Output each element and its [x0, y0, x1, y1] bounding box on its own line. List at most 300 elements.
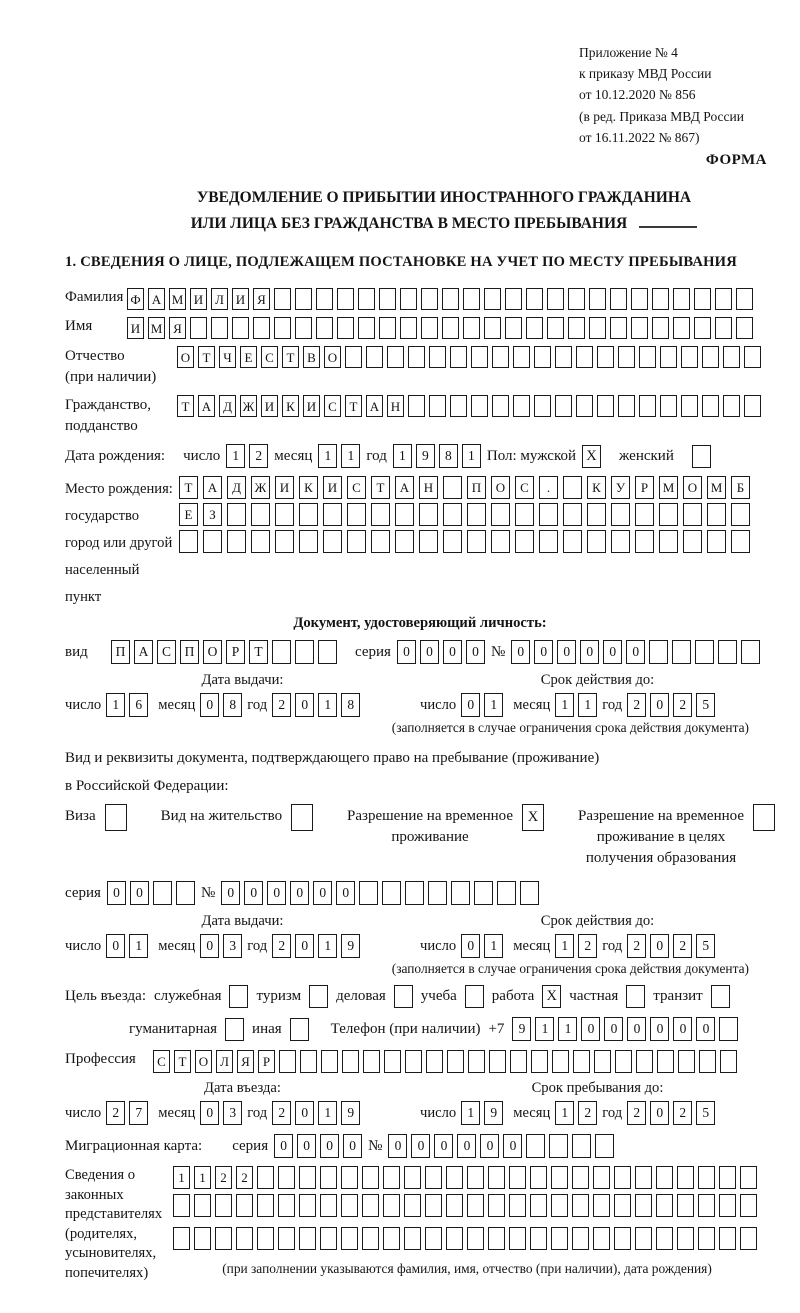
char-box[interactable]: А: [366, 395, 383, 417]
entry-month-boxes[interactable]: [200, 1101, 242, 1125]
purpose-work-checkbox[interactable]: X: [542, 985, 561, 1008]
char-box[interactable]: [539, 530, 558, 553]
char-box[interactable]: [236, 1227, 253, 1250]
char-box[interactable]: 0: [466, 640, 485, 664]
char-box[interactable]: [468, 1050, 485, 1073]
char-box[interactable]: [660, 395, 677, 417]
char-box[interactable]: 0: [461, 934, 480, 958]
char-box[interactable]: [299, 1194, 316, 1217]
char-box[interactable]: [405, 1050, 422, 1073]
char-box[interactable]: [323, 530, 342, 553]
char-box[interactable]: [279, 1050, 296, 1073]
char-box[interactable]: 1: [461, 1101, 480, 1125]
char-box[interactable]: 0: [107, 881, 126, 905]
char-box[interactable]: [395, 530, 414, 553]
char-box[interactable]: [371, 503, 390, 526]
char-box[interactable]: 8: [439, 444, 458, 468]
char-box[interactable]: [257, 1227, 274, 1250]
char-box[interactable]: [358, 317, 375, 339]
char-box[interactable]: .: [539, 476, 558, 499]
char-box[interactable]: Я: [253, 288, 270, 310]
char-box[interactable]: [463, 288, 480, 310]
char-box[interactable]: [484, 288, 501, 310]
char-box[interactable]: [740, 1194, 757, 1217]
char-box[interactable]: 2: [578, 1101, 597, 1125]
char-box[interactable]: [657, 1050, 674, 1073]
char-box[interactable]: 1: [393, 444, 412, 468]
char-box[interactable]: [652, 317, 669, 339]
char-box[interactable]: 8: [223, 693, 242, 717]
char-box[interactable]: [530, 1166, 547, 1189]
char-box[interactable]: [715, 317, 732, 339]
entry-year-boxes[interactable]: [272, 1101, 360, 1125]
char-box[interactable]: 0: [503, 1134, 522, 1158]
char-box[interactable]: [362, 1166, 379, 1189]
char-box[interactable]: [587, 530, 606, 553]
female-checkbox[interactable]: [692, 445, 711, 468]
char-box[interactable]: [652, 288, 669, 310]
char-box[interactable]: С: [261, 346, 278, 368]
char-box[interactable]: [635, 1227, 652, 1250]
char-box[interactable]: Т: [177, 395, 194, 417]
char-box[interactable]: Ф: [127, 288, 144, 310]
char-box[interactable]: [278, 1166, 295, 1189]
char-box[interactable]: 0: [200, 934, 219, 958]
char-box[interactable]: [491, 503, 510, 526]
char-box[interactable]: [474, 881, 493, 905]
char-box[interactable]: [337, 317, 354, 339]
char-box[interactable]: [227, 503, 246, 526]
char-box[interactable]: [383, 1227, 400, 1250]
char-box[interactable]: 0: [580, 640, 599, 664]
char-box[interactable]: [505, 317, 522, 339]
char-box[interactable]: [421, 288, 438, 310]
char-box[interactable]: [563, 476, 582, 499]
char-box[interactable]: [618, 346, 635, 368]
visa-checkbox[interactable]: [105, 804, 127, 831]
char-box[interactable]: [505, 288, 522, 310]
char-box[interactable]: [341, 1166, 358, 1189]
char-box[interactable]: Р: [635, 476, 654, 499]
char-box[interactable]: [718, 640, 737, 664]
char-box[interactable]: [702, 395, 719, 417]
char-box[interactable]: [681, 395, 698, 417]
char-box[interactable]: 9: [484, 1101, 503, 1125]
char-box[interactable]: [215, 1227, 232, 1250]
char-box[interactable]: П: [111, 640, 130, 664]
char-box[interactable]: [405, 881, 424, 905]
char-box[interactable]: [659, 530, 678, 553]
char-box[interactable]: [467, 503, 486, 526]
char-box[interactable]: 2: [673, 1101, 692, 1125]
char-box[interactable]: Т: [198, 346, 215, 368]
char-box[interactable]: 1: [555, 934, 574, 958]
char-box[interactable]: И: [127, 317, 144, 339]
char-box[interactable]: [572, 1227, 589, 1250]
char-box[interactable]: [463, 317, 480, 339]
char-box[interactable]: [639, 346, 656, 368]
char-box[interactable]: 0: [397, 640, 416, 664]
char-box[interactable]: [741, 640, 760, 664]
char-box[interactable]: 0: [295, 693, 314, 717]
char-box[interactable]: [492, 395, 509, 417]
char-box[interactable]: 1: [318, 934, 337, 958]
char-box[interactable]: [274, 317, 291, 339]
char-box[interactable]: [321, 1050, 338, 1073]
char-box[interactable]: Н: [387, 395, 404, 417]
char-box[interactable]: Т: [282, 346, 299, 368]
char-box[interactable]: [520, 881, 539, 905]
char-box[interactable]: П: [467, 476, 486, 499]
stay-until-day-boxes[interactable]: [461, 1101, 503, 1125]
char-box[interactable]: Р: [226, 640, 245, 664]
char-box[interactable]: 9: [416, 444, 435, 468]
char-box[interactable]: 0: [626, 640, 645, 664]
char-box[interactable]: Ж: [251, 476, 270, 499]
residence-expiry-day-boxes[interactable]: [461, 934, 503, 958]
char-box[interactable]: [400, 317, 417, 339]
identity-series-boxes[interactable]: [397, 640, 485, 664]
char-box[interactable]: [295, 640, 314, 664]
char-box[interactable]: [513, 395, 530, 417]
char-box[interactable]: [471, 395, 488, 417]
char-box[interactable]: 0: [420, 640, 439, 664]
char-box[interactable]: Л: [211, 288, 228, 310]
char-box[interactable]: [635, 530, 654, 553]
char-box[interactable]: [467, 1166, 484, 1189]
char-box[interactable]: 8: [341, 693, 360, 717]
char-box[interactable]: [552, 1050, 569, 1073]
char-box[interactable]: [387, 346, 404, 368]
char-box[interactable]: [429, 395, 446, 417]
purpose-tourism-checkbox[interactable]: [309, 985, 328, 1008]
char-box[interactable]: 1: [318, 444, 337, 468]
char-box[interactable]: [404, 1227, 421, 1250]
char-box[interactable]: [551, 1194, 568, 1217]
char-box[interactable]: [572, 1194, 589, 1217]
char-box[interactable]: 1: [318, 693, 337, 717]
char-box[interactable]: [211, 317, 228, 339]
char-box[interactable]: [635, 503, 654, 526]
char-box[interactable]: 2: [272, 1101, 291, 1125]
char-box[interactable]: [572, 1166, 589, 1189]
char-box[interactable]: [568, 317, 585, 339]
char-box[interactable]: [316, 317, 333, 339]
char-box[interactable]: [572, 1134, 591, 1158]
char-box[interactable]: 0: [244, 881, 263, 905]
char-box[interactable]: 0: [480, 1134, 499, 1158]
char-box[interactable]: 1: [578, 693, 597, 717]
char-box[interactable]: [467, 1194, 484, 1217]
char-box[interactable]: И: [323, 476, 342, 499]
migration-number-boxes[interactable]: [388, 1134, 614, 1158]
char-box[interactable]: [278, 1227, 295, 1250]
char-box[interactable]: 0: [511, 640, 530, 664]
char-box[interactable]: [563, 503, 582, 526]
char-box[interactable]: [363, 1050, 380, 1073]
char-box[interactable]: [723, 346, 740, 368]
char-box[interactable]: [563, 530, 582, 553]
char-box[interactable]: М: [148, 317, 165, 339]
char-box[interactable]: [447, 1050, 464, 1073]
char-box[interactable]: [639, 395, 656, 417]
char-box[interactable]: [719, 1017, 738, 1041]
char-box[interactable]: [551, 1227, 568, 1250]
char-box[interactable]: [698, 1227, 715, 1250]
char-box[interactable]: К: [299, 476, 318, 499]
char-box[interactable]: [203, 530, 222, 553]
char-box[interactable]: [610, 288, 627, 310]
char-box[interactable]: [425, 1227, 442, 1250]
char-box[interactable]: [491, 530, 510, 553]
purpose-transit-checkbox[interactable]: [711, 985, 730, 1008]
char-box[interactable]: [677, 1194, 694, 1217]
char-box[interactable]: [395, 503, 414, 526]
char-box[interactable]: 2: [673, 934, 692, 958]
char-box[interactable]: [614, 1227, 631, 1250]
char-box[interactable]: 6: [129, 693, 148, 717]
char-box[interactable]: 0: [106, 934, 125, 958]
purpose-official-checkbox[interactable]: [229, 985, 248, 1008]
char-box[interactable]: 0: [267, 881, 286, 905]
birth-place-boxes-row1[interactable]: [179, 476, 750, 499]
char-box[interactable]: [443, 476, 462, 499]
char-box[interactable]: [531, 1050, 548, 1073]
char-box[interactable]: [660, 346, 677, 368]
char-box[interactable]: 1: [129, 934, 148, 958]
char-box[interactable]: О: [203, 640, 222, 664]
birth-place-boxes-row2[interactable]: [179, 503, 750, 526]
representatives-boxes-row3[interactable]: [173, 1227, 757, 1250]
identity-issue-month-boxes[interactable]: [200, 693, 242, 717]
char-box[interactable]: М: [169, 288, 186, 310]
char-box[interactable]: [450, 395, 467, 417]
char-box[interactable]: 9: [512, 1017, 531, 1041]
char-box[interactable]: [526, 288, 543, 310]
char-box[interactable]: [731, 530, 750, 553]
char-box[interactable]: В: [303, 346, 320, 368]
entry-day-boxes[interactable]: [106, 1101, 148, 1125]
char-box[interactable]: [683, 530, 702, 553]
char-box[interactable]: 1: [484, 934, 503, 958]
char-box[interactable]: [488, 1227, 505, 1250]
char-box[interactable]: [549, 1134, 568, 1158]
char-box[interactable]: С: [347, 476, 366, 499]
identity-expiry-year-boxes[interactable]: [627, 693, 715, 717]
char-box[interactable]: [576, 395, 593, 417]
char-box[interactable]: [274, 288, 291, 310]
char-box[interactable]: [681, 346, 698, 368]
char-box[interactable]: [589, 317, 606, 339]
char-box[interactable]: [227, 530, 246, 553]
citizenship-boxes[interactable]: [177, 395, 761, 417]
char-box[interactable]: [720, 1050, 737, 1073]
char-box[interactable]: Л: [216, 1050, 233, 1073]
char-box[interactable]: [551, 1166, 568, 1189]
char-box[interactable]: [631, 288, 648, 310]
representatives-boxes-row2[interactable]: [173, 1194, 757, 1217]
char-box[interactable]: Т: [371, 476, 390, 499]
char-box[interactable]: [736, 317, 753, 339]
char-box[interactable]: [345, 346, 362, 368]
char-box[interactable]: 0: [603, 640, 622, 664]
char-box[interactable]: Р: [258, 1050, 275, 1073]
char-box[interactable]: [656, 1194, 673, 1217]
char-box[interactable]: К: [282, 395, 299, 417]
char-box[interactable]: [547, 317, 564, 339]
char-box[interactable]: 3: [223, 1101, 242, 1125]
temp-residence-education-checkbox[interactable]: [753, 804, 775, 831]
residence-issue-year-boxes[interactable]: [272, 934, 360, 958]
char-box[interactable]: М: [707, 476, 726, 499]
char-box[interactable]: [530, 1227, 547, 1250]
char-box[interactable]: [341, 1227, 358, 1250]
char-box[interactable]: 0: [650, 693, 669, 717]
char-box[interactable]: [698, 1166, 715, 1189]
char-box[interactable]: [426, 1050, 443, 1073]
char-box[interactable]: [568, 288, 585, 310]
char-box[interactable]: [299, 530, 318, 553]
char-box[interactable]: И: [275, 476, 294, 499]
char-box[interactable]: [366, 346, 383, 368]
identity-kind-boxes[interactable]: [111, 640, 337, 664]
char-box[interactable]: Я: [237, 1050, 254, 1073]
char-box[interactable]: [515, 530, 534, 553]
char-box[interactable]: [359, 881, 378, 905]
temp-residence-checkbox[interactable]: X: [522, 804, 544, 831]
char-box[interactable]: О: [683, 476, 702, 499]
char-box[interactable]: [719, 1194, 736, 1217]
char-box[interactable]: [656, 1166, 673, 1189]
char-box[interactable]: 1: [106, 693, 125, 717]
char-box[interactable]: [530, 1194, 547, 1217]
char-box[interactable]: 2: [272, 693, 291, 717]
char-box[interactable]: А: [134, 640, 153, 664]
char-box[interactable]: [443, 503, 462, 526]
char-box[interactable]: [615, 1050, 632, 1073]
residence-issue-month-boxes[interactable]: [200, 934, 242, 958]
char-box[interactable]: [318, 640, 337, 664]
char-box[interactable]: [593, 1194, 610, 1217]
identity-expiry-day-boxes[interactable]: [461, 693, 503, 717]
char-box[interactable]: [744, 395, 761, 417]
char-box[interactable]: [618, 395, 635, 417]
char-box[interactable]: У: [611, 476, 630, 499]
char-box[interactable]: [236, 1194, 253, 1217]
char-box[interactable]: 7: [129, 1101, 148, 1125]
char-box[interactable]: А: [395, 476, 414, 499]
char-box[interactable]: [404, 1166, 421, 1189]
char-box[interactable]: [497, 881, 516, 905]
char-box[interactable]: 2: [578, 934, 597, 958]
char-box[interactable]: 0: [274, 1134, 293, 1158]
residence-expiry-year-boxes[interactable]: [627, 934, 715, 958]
char-box[interactable]: 9: [341, 934, 360, 958]
given-name-boxes[interactable]: [127, 317, 753, 339]
char-box[interactable]: [635, 1166, 652, 1189]
char-box[interactable]: [467, 530, 486, 553]
char-box[interactable]: Д: [219, 395, 236, 417]
char-box[interactable]: [342, 1050, 359, 1073]
char-box[interactable]: 0: [320, 1134, 339, 1158]
char-box[interactable]: 9: [341, 1101, 360, 1125]
char-box[interactable]: [593, 1166, 610, 1189]
char-box[interactable]: [446, 1194, 463, 1217]
char-box[interactable]: [295, 317, 312, 339]
char-box[interactable]: [534, 395, 551, 417]
char-box[interactable]: 0: [297, 1134, 316, 1158]
char-box[interactable]: 2: [272, 934, 291, 958]
char-box[interactable]: [194, 1227, 211, 1250]
char-box[interactable]: 0: [673, 1017, 692, 1041]
char-box[interactable]: [614, 1194, 631, 1217]
char-box[interactable]: 1: [462, 444, 481, 468]
char-box[interactable]: [488, 1166, 505, 1189]
char-box[interactable]: Е: [240, 346, 257, 368]
char-box[interactable]: [719, 1227, 736, 1250]
char-box[interactable]: [534, 346, 551, 368]
char-box[interactable]: [659, 503, 678, 526]
stay-until-month-boxes[interactable]: [555, 1101, 597, 1125]
surname-boxes[interactable]: [127, 288, 753, 310]
phone-boxes[interactable]: [512, 1017, 738, 1041]
char-box[interactable]: [442, 317, 459, 339]
char-box[interactable]: [694, 317, 711, 339]
char-box[interactable]: 2: [673, 693, 692, 717]
char-box[interactable]: [492, 346, 509, 368]
char-box[interactable]: И: [190, 288, 207, 310]
char-box[interactable]: [179, 530, 198, 553]
char-box[interactable]: [656, 1227, 673, 1250]
char-box[interactable]: [257, 1194, 274, 1217]
identity-issue-day-boxes[interactable]: [106, 693, 148, 717]
char-box[interactable]: [526, 317, 543, 339]
char-box[interactable]: 0: [290, 881, 309, 905]
char-box[interactable]: [539, 503, 558, 526]
char-box[interactable]: [509, 1194, 526, 1217]
char-box[interactable]: [695, 640, 714, 664]
char-box[interactable]: [253, 317, 270, 339]
char-box[interactable]: [672, 640, 691, 664]
char-box[interactable]: [446, 1227, 463, 1250]
char-box[interactable]: 5: [696, 1101, 715, 1125]
birth-month-boxes[interactable]: [318, 444, 360, 468]
identity-issue-year-boxes[interactable]: [272, 693, 360, 717]
char-box[interactable]: [299, 1227, 316, 1250]
purpose-study-checkbox[interactable]: [465, 985, 484, 1008]
char-box[interactable]: [251, 530, 270, 553]
residence-number-boxes[interactable]: [221, 881, 539, 905]
char-box[interactable]: 2: [106, 1101, 125, 1125]
char-box[interactable]: [611, 530, 630, 553]
char-box[interactable]: 0: [343, 1134, 362, 1158]
char-box[interactable]: [446, 1166, 463, 1189]
char-box[interactable]: Ч: [219, 346, 236, 368]
char-box[interactable]: 1: [558, 1017, 577, 1041]
char-box[interactable]: [683, 503, 702, 526]
char-box[interactable]: [488, 1194, 505, 1217]
char-box[interactable]: [358, 288, 375, 310]
purpose-private-checkbox[interactable]: [626, 985, 645, 1008]
char-box[interactable]: [251, 503, 270, 526]
char-box[interactable]: [451, 881, 470, 905]
char-box[interactable]: [347, 503, 366, 526]
char-box[interactable]: С: [324, 395, 341, 417]
char-box[interactable]: [673, 317, 690, 339]
char-box[interactable]: [702, 346, 719, 368]
char-box[interactable]: [484, 317, 501, 339]
char-box[interactable]: Н: [419, 476, 438, 499]
